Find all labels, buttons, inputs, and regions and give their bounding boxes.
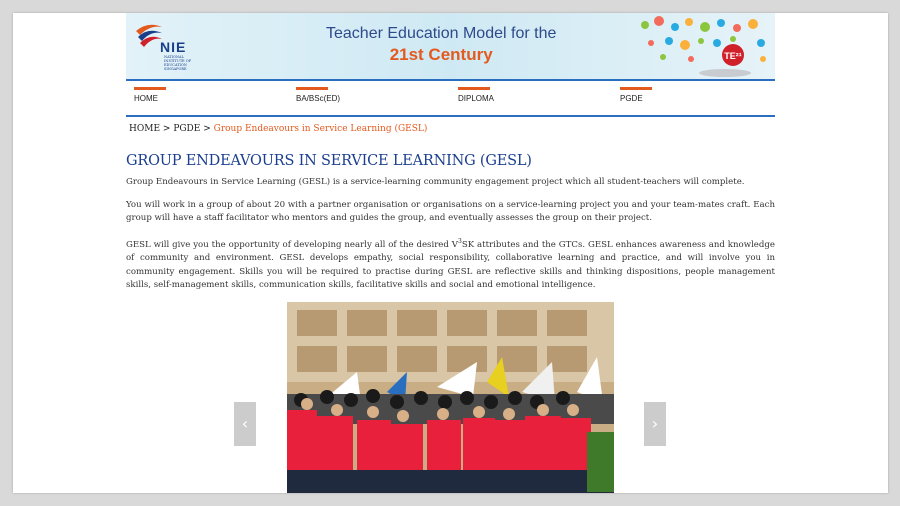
nav-accent <box>620 87 652 90</box>
v3sk-superscript: 3 <box>457 237 462 245</box>
chevron-right-icon: › <box>651 414 659 434</box>
nie-logo[interactable] <box>134 19 194 71</box>
tagline-line2: 21st Century <box>389 45 493 64</box>
nav-accent <box>134 87 166 90</box>
intro-paragraph: Group Endeavours in Service Learning (GESL) is a service-learning community engagement project which all student-teachers will complete. <box>126 177 745 187</box>
students-parade-photo <box>287 302 614 493</box>
speech-bubbles-graphic <box>625 13 775 79</box>
nav-diploma[interactable] <box>458 87 494 103</box>
nav-home-label: HOME <box>134 94 158 103</box>
chevron-left-icon: ‹ <box>241 414 249 434</box>
nav-pgde[interactable] <box>620 87 652 103</box>
image-carousel <box>126 302 775 493</box>
v3sk-suffix: SK <box>461 239 478 250</box>
tagline-line1: Teacher Education Model for the <box>326 25 557 42</box>
te21-badge: TE²¹ <box>724 51 742 61</box>
nav-accent <box>296 87 328 90</box>
tagline <box>326 25 556 65</box>
carousel-photo <box>287 302 614 493</box>
group-work-paragraph: You will work in a group of about 20 with a partner organisation or organisations on a service-learning project you and your team-mates craft. Each group will have a staff facilitator who mentors and guides the group, and eventually assesses the group on their project. <box>126 199 775 224</box>
nav-pgde-label: PGDE <box>620 94 643 103</box>
page-title: GROUP ENDEAVOURS IN SERVICE LEARNING (GESL) <box>126 153 532 169</box>
nav-accent <box>458 87 490 90</box>
skills-paragraph-lead: GESL will give you the opportunity of developing nearly all of the desired V <box>126 239 458 250</box>
breadcrumb-pgde[interactable]: PGDE <box>173 124 201 134</box>
skills-paragraph-body: attributes and the GTCs. GESL enhances awareness and knowledge of community and environment. GESL develops empathy, social responsibility, collaborative learning and practice, and will involve you in community engagement. Skills you will be required to practise during GESL are reflective skills and thinking dispositions, people management skills, self-management skills, communication skills, facilitative skills and social and emotional intelligence. <box>126 239 775 291</box>
breadcrumb-home[interactable]: HOME <box>129 124 161 134</box>
nav-home[interactable] <box>134 87 166 103</box>
breadcrumb-separator: > <box>162 124 171 134</box>
logo-text: NIE <box>160 39 187 55</box>
header-banner <box>126 13 775 79</box>
browser-viewport <box>13 13 888 493</box>
nav-ba-bsc-ed[interactable] <box>296 87 340 103</box>
nav-diploma-label: DIPLOMA <box>458 94 495 103</box>
breadcrumb-current: Group Endeavours in Service Learning (GESL) <box>213 124 428 134</box>
carousel-next-button[interactable] <box>644 402 666 446</box>
main-nav <box>126 81 775 115</box>
skills-paragraph <box>126 235 775 293</box>
nav-bottom-divider <box>126 115 775 117</box>
nav-ba-bsc-ed-label: BA/BSc(ED) <box>296 94 341 103</box>
breadcrumb-separator: > <box>203 124 211 134</box>
breadcrumb <box>126 124 775 134</box>
page-content <box>126 13 775 493</box>
logo-subtext: NATIONAL INSTITUTE OF EDUCATION SINGAPORE <box>164 55 192 71</box>
carousel-prev-button[interactable] <box>234 402 256 446</box>
